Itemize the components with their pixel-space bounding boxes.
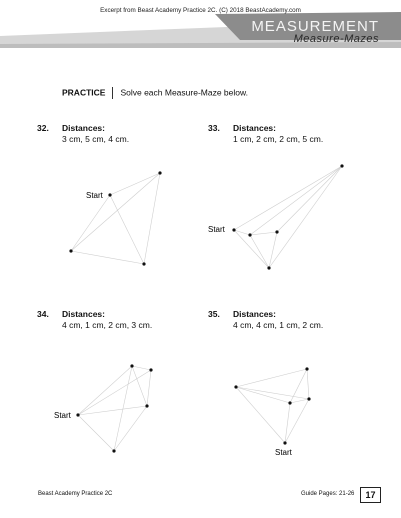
unit-title: MEASUREMENT xyxy=(251,18,379,35)
maze-35-points xyxy=(234,367,310,444)
page-number: 17 xyxy=(360,487,381,503)
problem-title: Distances: xyxy=(62,309,105,319)
start-label: Start xyxy=(86,191,103,200)
footer-book-title: Beast Academy Practice 2C xyxy=(38,491,113,497)
footer-guide-pages: Guide Pages: 21-26 xyxy=(301,491,355,497)
maze-35 xyxy=(236,369,309,443)
problem-distances: 4 cm, 4 cm, 1 cm, 2 cm. xyxy=(233,320,324,330)
problem-number: 35. xyxy=(208,309,220,319)
maze-34 xyxy=(78,366,151,451)
maze-33 xyxy=(234,166,342,268)
start-label: Start xyxy=(54,411,71,420)
problem-title: Distances: xyxy=(233,309,276,319)
start-label: Start xyxy=(275,448,292,457)
problem-number: 33. xyxy=(208,123,220,133)
problem-distances: 4 cm, 1 cm, 2 cm, 3 cm. xyxy=(62,320,153,330)
maze-33-points xyxy=(232,164,343,269)
problem-number: 32. xyxy=(37,123,49,133)
problem-distances: 1 cm, 2 cm, 2 cm, 5 cm. xyxy=(233,134,324,144)
problem-title: Distances: xyxy=(233,123,276,133)
maze-32-points xyxy=(69,171,161,265)
maze-34-points xyxy=(76,364,152,452)
start-label: Start xyxy=(208,225,225,234)
unit-subtitle: Measure-Mazes xyxy=(293,33,379,45)
problem-title: Distances: xyxy=(62,123,105,133)
maze-32 xyxy=(71,173,160,264)
practice-label: PRACTICE xyxy=(62,87,106,98)
problem-number: 34. xyxy=(37,309,49,319)
problem-distances: 3 cm, 5 cm, 4 cm. xyxy=(62,134,130,144)
practice-instruction: Solve each Measure-Maze below. xyxy=(120,87,249,98)
excerpt-notice: Excerpt from Beast Academy Practice 2C. (C) 2018 BeastAcademy.com xyxy=(100,7,301,14)
